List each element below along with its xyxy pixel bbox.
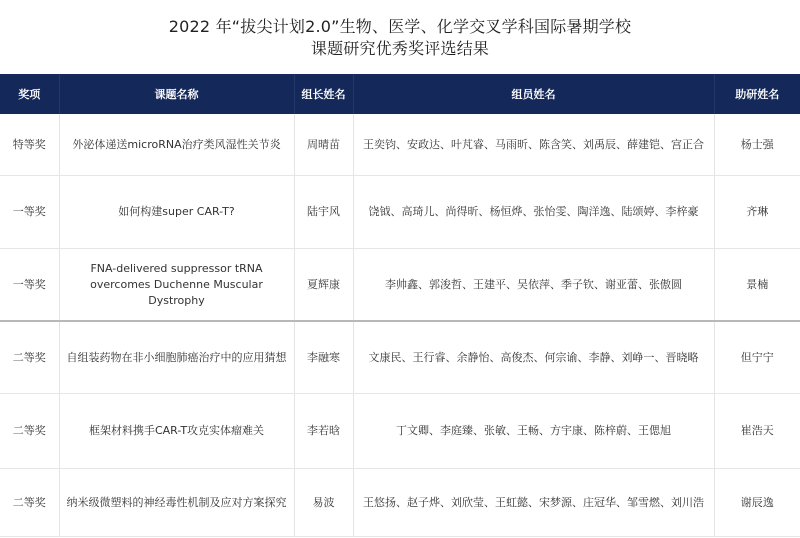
table-row <box>0 469 800 537</box>
leader-cell: 李融寒 <box>294 321 353 394</box>
assistant-cell: 齐琳 <box>714 176 800 249</box>
header-assistant: 助研姓名 <box>714 74 800 114</box>
award-cell: 特等奖 <box>0 114 59 176</box>
leader-cell: 夏辉康 <box>294 249 353 322</box>
table-row <box>0 321 800 394</box>
table-row <box>0 249 800 322</box>
assistant-cell: 景楠 <box>714 249 800 322</box>
table-row <box>0 394 800 469</box>
header-members: 组员姓名 <box>353 74 714 114</box>
assistant-cell: 杨士强 <box>714 114 800 176</box>
topic-cell: 如何构建super CAR-T? <box>59 176 294 249</box>
table-row <box>0 114 800 176</box>
title-line-2: 课题研究优秀奖评选结果 <box>310 39 490 58</box>
header-topic: 课题名称 <box>59 74 294 114</box>
topic-cell: 纳米级微塑料的神经毒性机制及应对方案探究 <box>59 469 294 537</box>
header-award: 奖项 <box>0 74 59 114</box>
members-cell: 丁文卿、李庭臻、张敏、王畅、方宇康、陈梓蔚、王偲旭 <box>353 394 714 469</box>
assistant-cell: 但宁宁 <box>714 321 800 394</box>
award-cell: 二等奖 <box>0 469 59 537</box>
table-header-row <box>0 74 800 114</box>
title-line-1: 2022 年“拔尖计划2.0”生物、医学、化学交叉学科国际暑期学校 <box>168 17 632 36</box>
topic-cell: 外泌体递送microRNA治疗类风湿性关节炎 <box>59 114 294 176</box>
leader-cell: 李若晗 <box>294 394 353 469</box>
leader-cell: 周晴苗 <box>294 114 353 176</box>
leader-cell: 陆宇风 <box>294 176 353 249</box>
topic-cell: 框架材料携手CAR-T攻克实体瘤难关 <box>59 394 294 469</box>
page-title <box>0 16 800 60</box>
assistant-cell: 崔浩天 <box>714 394 800 469</box>
topic-cell: 自组装药物在非小细胞肺癌治疗中的应用猜想 <box>59 321 294 394</box>
results-table <box>0 74 800 537</box>
members-cell: 文康民、王行睿、余静怡、高俊杰、何宗谕、李静、刘峥一、晋晓略 <box>353 321 714 394</box>
assistant-cell: 谢辰逸 <box>714 469 800 537</box>
topic-cell: FNA-delivered suppressor tRNA overcomes Duchenne Muscular Dystrophy <box>59 249 294 322</box>
header-leader: 组长姓名 <box>294 74 353 114</box>
award-cell: 一等奖 <box>0 249 59 322</box>
members-cell: 王悠扬、赵子烨、刘欣莹、王虹懿、宋梦源、庄冠华、邹雪燃、刘川浩 <box>353 469 714 537</box>
members-cell: 饶钺、高琦儿、尚得昕、杨恒烨、张怡雯、陶洋逸、陆颂婷、李梓豪 <box>353 176 714 249</box>
members-cell: 王奕钧、安政达、叶芃睿、马雨昕、陈含笑、刘禹辰、薛建铠、宫正合 <box>353 114 714 176</box>
table-row <box>0 176 800 249</box>
leader-cell: 易波 <box>294 469 353 537</box>
award-cell: 二等奖 <box>0 394 59 469</box>
members-cell: 李帅鑫、郭浚哲、王建平、吴依萍、季子钦、谢亚蕾、张傲圆 <box>353 249 714 322</box>
award-cell: 二等奖 <box>0 321 59 394</box>
award-cell: 一等奖 <box>0 176 59 249</box>
